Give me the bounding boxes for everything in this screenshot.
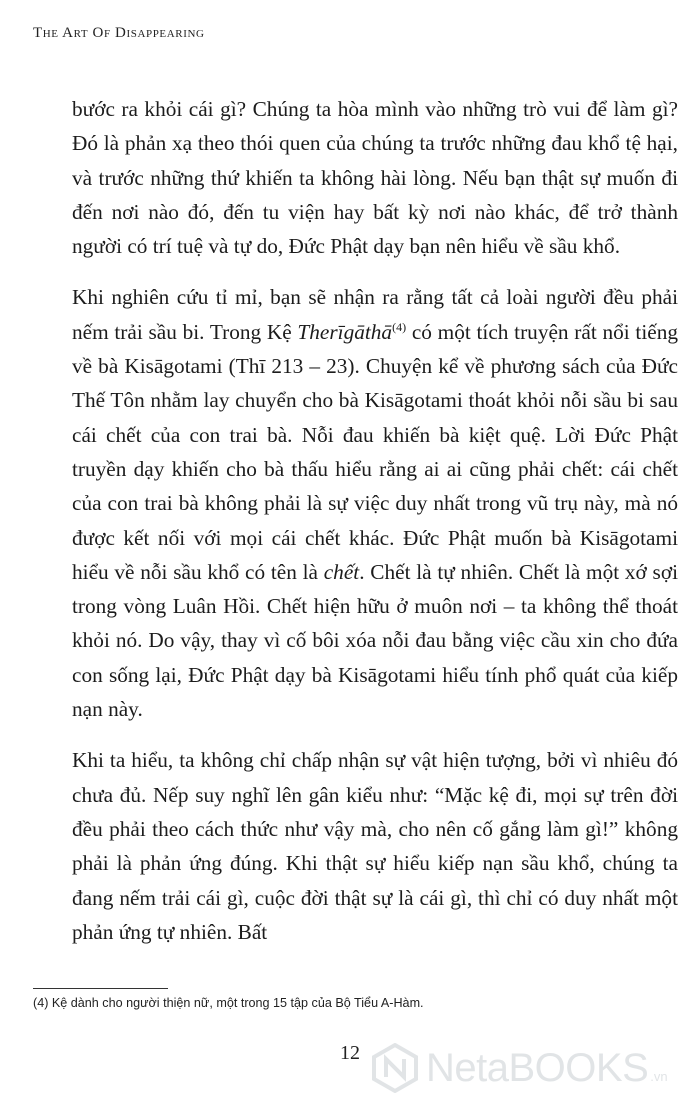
running-header: The Art Of Disappearing xyxy=(33,25,205,41)
paragraph-2-part-a: Khi nghiên cứu tỉ mỉ, bạn sẽ nhận ra rằng tất cả loài người đều phải nếm trải sầu bi. Trong Kệ xyxy=(72,285,678,344)
footnote-divider xyxy=(33,988,168,989)
paragraph-2-part-c: . Chết là tự nhiên. Chết là một xớ sợi trong vòng Luân Hồi. Chết hiện hữu ở muôn nơi – ta không thể thoát khỏi nó. Do vậy, thay vì cố bôi xóa nỗi đau bằng việc cầu xin cho đứa con sống lại, Đức Phật dạy bà Kisāgotami hiểu tính phổ quát của kiếp nạn này. xyxy=(72,559,678,722)
paragraph-3: Khi ta hiểu, ta không chỉ chấp nhận sự vật hiện tượng, bởi vì nhiêu đó chưa đủ. Nếp suy nghĩ lên gân kiểu như: “Mặc kệ đi, mọi sự trên đời đều phải theo cách thức như vậy mà, cho nên cố gắng làm gì!” không phải là phản ứng đúng. Khi thật sự hiểu kiếp nạn sầu khổ, chúng ta đang nếm trải cái gì, cuộc đời thật sự là cái gì, thì chỉ có duy nhất một phản ứng tự nhiên. Bất xyxy=(72,748,678,944)
therigatha-term: Therīgāthā xyxy=(297,319,393,344)
watermark-suffix: .vn xyxy=(650,1069,668,1084)
footnote: (4) Kệ dành cho người thiện nữ, một trong 15 tập của Bộ Tiểu A-Hàm. xyxy=(33,996,424,1010)
paragraph-2 xyxy=(72,280,678,726)
page-number: 12 xyxy=(340,1042,360,1064)
body-text xyxy=(72,92,678,966)
watermark-text: NetaBOOKS xyxy=(426,1045,649,1090)
footnote-ref[interactable]: (4) xyxy=(392,319,407,334)
paragraph-2-part-b: có một tích truyện rất nổi tiếng về bà Kisāgotami (Thī 213 – 23). Chuyện kể về phương sách của Đức Thế Tôn nhằm lay chuyển cho bà Kisāgotami thoát khỏi nỗi sầu bi sau cái chết của con trai bà. Nỗi đau khiến bà kiệt quệ. Lời Đức Phật truyền dạy khiến cho bà thấu hiểu rằng ai ai cũng phải chết: cái chết của con trai bà không phải là sự việc duy nhất trong vũ trụ này, mà nó được kết nối với mọi cái chết khác. Đức Phật muốn bà Kisāgotami hiểu về nỗi sầu khổ có tên là xyxy=(72,319,678,584)
chet-term: chết xyxy=(323,559,360,584)
paragraph-1: bước ra khỏi cái gì? Chúng ta hòa mình vào những trò vui để làm gì? Đó là phản xạ theo thói quen của chúng ta trước những đau khổ tệ hại, và trước những thứ khiến ta không hài lòng. Nếu bạn thật sự muốn đi đến nơi nào đó, đến tu viện hay bất kỳ nơi nào khác, để trở thành người có trí tuệ và tự do, Đức Phật dạy bạn nên hiểu về sầu khổ. xyxy=(72,97,678,259)
watermark xyxy=(372,1043,668,1093)
netabooks-logo-icon xyxy=(372,1043,418,1093)
